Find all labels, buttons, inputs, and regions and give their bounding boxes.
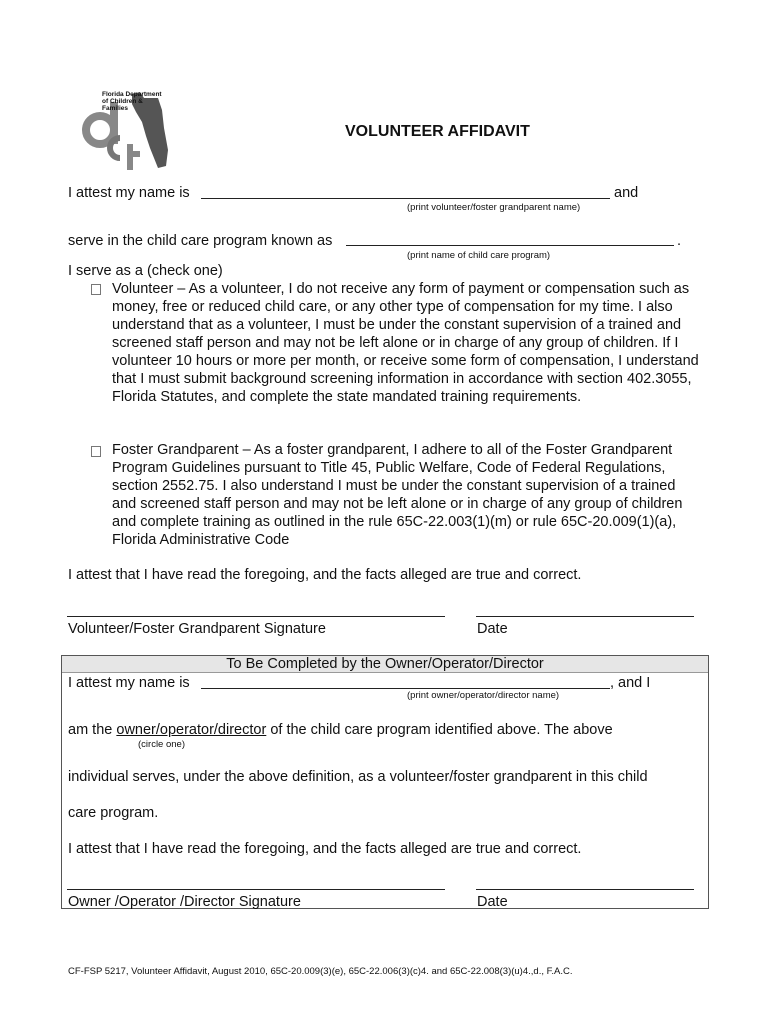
page-title: VOLUNTEER AFFIDAVIT: [345, 123, 530, 140]
form-footer: CF-FSP 5217, Volunteer Affidavit, August 2010, 65C-20.009(3)(e), 65C-22.006(3)(c)4. and 65C-22.008(3)(u)4.,d., F.A.C.: [68, 966, 573, 977]
foster-grandparent-checkbox[interactable]: [91, 446, 101, 457]
volunteer-date-field[interactable]: [476, 616, 694, 617]
owner-signature-label: Owner /Operator /Director Signature: [68, 894, 301, 910]
dcf-logo: [74, 88, 170, 172]
volunteer-name-field[interactable]: [201, 198, 610, 199]
attest-statement-2: I attest that I have read the foregoing, and the facts alleged are true and correct.: [68, 841, 582, 857]
owner-date-field[interactable]: [476, 889, 694, 890]
owner-name-field[interactable]: [201, 688, 610, 689]
attest-statement-1: I attest that I have read the foregoing, and the facts alleged are true and correct.: [68, 567, 582, 583]
owner-date-label: Date: [477, 894, 508, 910]
volunteer-signature-field[interactable]: [67, 616, 445, 617]
owner-role-line: [68, 721, 613, 739]
owner-signature-field[interactable]: [67, 889, 445, 890]
owner-attest-name-suffix: , and I: [610, 675, 651, 691]
individual-serves-line: individual serves, under the above definition, as a volunteer/foster grandparent in this child: [68, 769, 648, 785]
foster-grandparent-option-text: Foster Grandparent – As a foster grandparent, I adhere to all of the Foster Grandparent Program Guidelines pursuant to Title 45, Public Welfare, Code of Federal Regulations, section 2552.75. I also understand I must be under the constant supervision of a trained and screened staff person and may not be left alone or in charge of any group of children and complete training as outlined in the rule 65C-22.003(1)(m) or rule 65C-20.009(1)(a), Florida Administrative Code: [112, 442, 683, 548]
attest-name-suffix: and: [614, 185, 639, 201]
owner-role-options[interactable]: owner/operator/director: [116, 722, 267, 738]
volunteer-name-hint: (print volunteer/foster grandparent name): [407, 202, 581, 213]
volunteer-checkbox[interactable]: [91, 284, 101, 295]
owner-attest-name-prefix: I attest my name is: [68, 675, 190, 691]
am-the-rest-text: of the child care program identified above. The above: [270, 722, 613, 738]
serve-prefix: serve in the child care program known as: [68, 233, 333, 249]
circle-one-hint: (circle one): [138, 739, 185, 750]
volunteer-signature-label: Volunteer/Foster Grandparent Signature: [68, 621, 326, 637]
logo-text: Florida Department of Children & Families: [102, 91, 162, 112]
care-program-line: care program.: [68, 805, 159, 821]
serve-suffix: .: [677, 233, 682, 249]
program-name-hint: (print name of child care program): [407, 250, 551, 261]
owner-section-heading: To Be Completed by the Owner/Operator/Director: [62, 656, 708, 673]
attest-name-prefix: I attest my name is: [68, 185, 190, 201]
owner-name-hint: (print owner/operator/director name): [407, 690, 560, 701]
am-the-text: am the: [68, 722, 113, 738]
volunteer-option-text: Volunteer – As a volunteer, I do not receive any form of payment or compensation such as money, free or reduced child care, or any other type of compensation for my time. I also understand that as a volunteer, I must be under the constant supervision of a trained and screened staff person and may not be left alone or in charge of any group of children. If I volunteer 10 hours or more per month, or receive some form of compensation, I understand that I must submit background screening information in accordance with section 402.3055, Florida Statutes, and complete the state mandated training requirements.: [112, 281, 699, 405]
program-name-field[interactable]: [346, 245, 674, 246]
serve-as-label: I serve as a (check one): [68, 263, 223, 279]
volunteer-date-label: Date: [477, 621, 508, 637]
